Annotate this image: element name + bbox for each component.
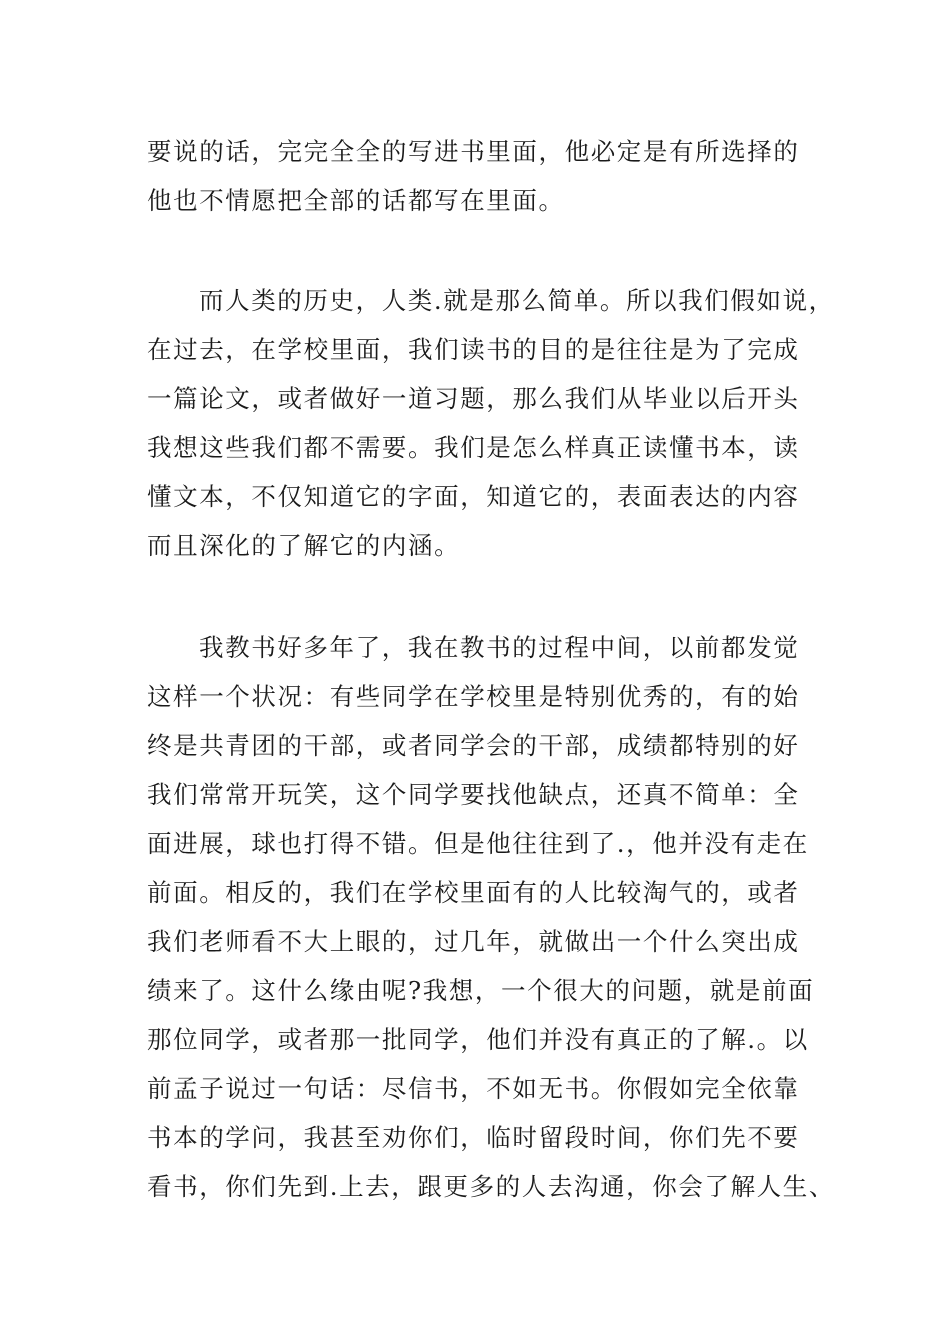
text-line: 书本的学问，我甚至劝你们，临时留段时间，你们先不要 — [147, 1123, 800, 1152]
text-line: 面进展，球也打得不错。但是他往往到了.，他并没有走在 — [147, 829, 809, 858]
text-line: 懂文本，不仅知道它的字面，知道它的，表面表达的内容 — [147, 482, 800, 511]
text-line: 我教书好多年了，我在教书的过程中间，以前都发觉 — [199, 633, 800, 662]
text-line: 绩来了。这什么缘由呢?我想，一个很大的问题，就是前面 — [147, 976, 815, 1005]
text-line: 这样一个状况：有些同学在学校里是特别优秀的，有的始 — [147, 682, 800, 711]
text-line: 看书，你们先到.上去，跟更多的人去沟通，你会了解人生、 — [147, 1172, 835, 1201]
text-line: 那位同学，或者那一批同学，他们并没有真正的了解.。以 — [147, 1025, 809, 1054]
text-line: 而且深化的了解它的内涵。 — [147, 531, 461, 560]
text-line: 终是共青团的干部，或者同学会的干部，成绩都特别的好 — [147, 731, 800, 760]
paragraph-1 — [147, 127, 827, 225]
paragraph-3 — [147, 623, 835, 1211]
text-line: 前面。相反的，我们在学校里面有的人比较淘气的，或者 — [147, 878, 800, 907]
text-line: 在过去，在学校里面，我们读书的目的是往往是为了完成 — [147, 335, 800, 364]
paragraph-2 — [147, 276, 835, 570]
text-line: 我们常常开玩笑，这个同学要找他缺点，还真不简单：全 — [147, 780, 800, 809]
text-line: 一篇论文，或者做好一道习题，那么我们从毕业以后开头 — [147, 384, 800, 413]
text-line: 要说的话，完完全全的写进书里面，他必定是有所选择的 — [147, 137, 800, 166]
text-line: 他也不情愿把全部的话都写在里面。 — [147, 186, 565, 215]
text-line: 我们老师看不大上眼的，过几年，就做出一个什么突出成 — [147, 927, 800, 956]
text-line: 我想这些我们都不需要。我们是怎么样真正读懂书本，读 — [147, 433, 800, 462]
text-line: 前孟子说过一句话：尽信书，不如无书。你假如完全依靠 — [147, 1074, 800, 1103]
text-line: 而人类的历史，人类.就是那么简单。所以我们假如说， — [199, 286, 835, 315]
